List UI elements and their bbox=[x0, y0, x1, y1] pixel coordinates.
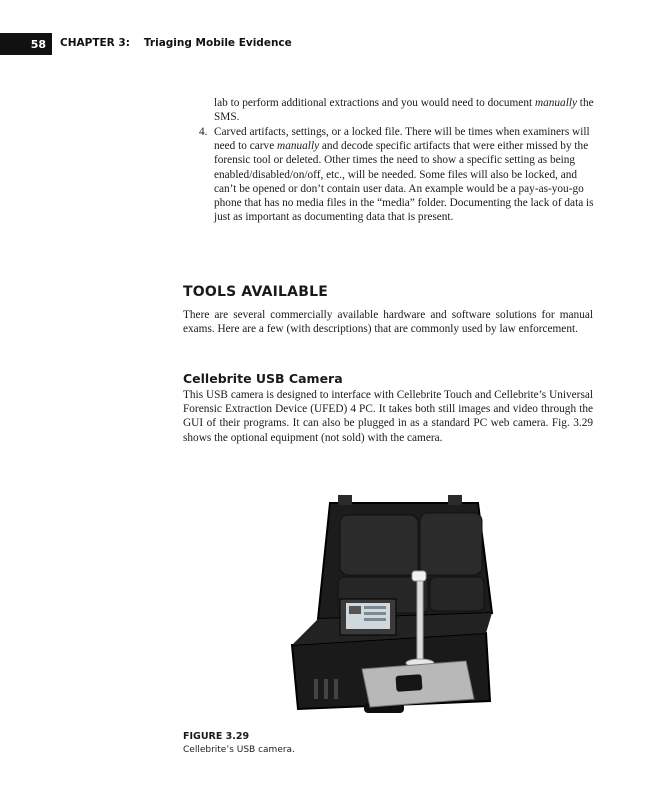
subsection-paragraph: This USB camera is designed to interface with Cellebrite Touch and Cellebrite’s Universal Forensic Extraction Device (UFED) 4 PC. It takes both still images and video through the GUI of their programs. It can also be plugged in as a standard PC web camera. Fig. 3.29 shows the optional equipment (not sold) with the camera. bbox=[183, 389, 593, 444]
section-paragraph: There are several commercially available hardware and software solutions for manual exams. Here are a few (with descriptions) that are commonly used by law enforcement. bbox=[183, 309, 593, 336]
subsection-heading: Cellebrite USB Camera bbox=[183, 371, 343, 386]
continued-text: lab to perform additional extractions and you would need to document bbox=[214, 97, 535, 109]
emphasis-text: manually bbox=[277, 140, 320, 153]
figure-caption: Cellebrite’s USB camera. bbox=[183, 745, 295, 755]
figure-label: FIGURE 3.29 bbox=[183, 731, 250, 742]
emphasis-text: manually bbox=[534, 97, 577, 109]
chapter-number: CHAPTER 3: bbox=[60, 37, 130, 49]
page-header bbox=[0, 33, 647, 55]
list-item-number: 4. bbox=[199, 126, 208, 138]
continued-paragraph bbox=[214, 96, 594, 124]
list-item bbox=[199, 125, 594, 224]
page-number: 58 bbox=[0, 33, 52, 55]
list-item-text: Carved artifacts, settings, or a locked file. There will be times when examiners will need to carve manually and decode specific artifacts that were either missed by the forensic tool or deleted. Other times the need to show a specific setting as being enabled/disabled/on/off, etc., will be needed. Some files will also be locked, and can’t be opened or don’t contain user data. An example would be a pay-as-you-go phone that has no media files in the “media” folder. Documenting the lack of data is just as important as documenting data that is present. bbox=[214, 126, 594, 224]
running-head bbox=[60, 37, 292, 49]
figure-image bbox=[278, 495, 500, 723]
continued-text-end: the SMS. bbox=[214, 97, 594, 124]
section-heading: TOOLS AVAILABLE bbox=[183, 284, 328, 300]
camera-case-illustration bbox=[278, 495, 500, 723]
chapter-title: Triaging Mobile Evidence bbox=[143, 37, 292, 49]
